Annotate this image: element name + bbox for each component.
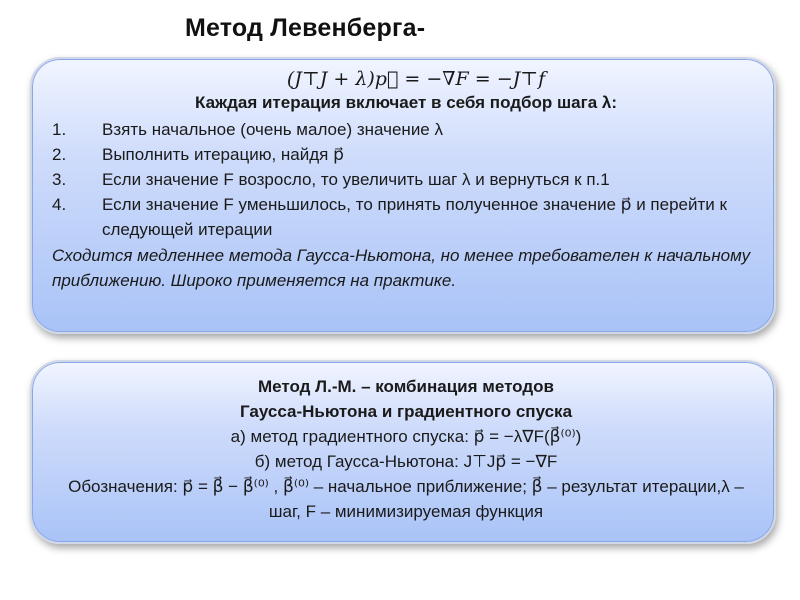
list-item [52,117,760,142]
slide-title: Метод Левенберга- [185,14,426,42]
iteration-heading: Каждая итерация включает в себя подбор шага λ: [194,93,618,112]
lm-equation: (J⊤J + λ)p⃗ = −∇F = −J⊤f [286,68,546,90]
step-text: Если значение F уменьшилось, то принять полученное значение p⃗ и перейти к следующей итерации [102,195,727,239]
step-text: Выполнить итерацию, найдя p⃗ [102,145,344,164]
steps-list [52,117,760,242]
combination-box [30,360,776,544]
notation-text: Обозначения: p⃗ = β⃗ − β⃗⁽⁰⁾ , β⃗⁽⁰⁾ – начальное приближение; β⃗ – результат итерации,λ – шаг, F – минимизируемая функция [68,477,744,521]
step-number: 4. [52,195,67,214]
step-number: 1. [52,120,67,139]
step-number: 2. [52,145,67,164]
gauss-newton-line: б) метод Гаусса-Ньютона: J⊤Jp⃗ = −∇F [254,452,558,471]
step-number: 3. [52,170,67,189]
list-item [52,142,760,167]
step-text: Если значение F возросло, то увеличить шаг λ и вернуться к п.1 [102,170,610,189]
convergence-note: Сходится медленнее метода Гаусса-Ньютона, но менее требователен к начальному приближению. Широко применяется на практике. [52,246,751,290]
combination-heading-2: Гаусса-Ньютона и градиентного спуска [239,402,573,421]
gradient-descent-line: а) метод градиентного спуска: p⃗ = −λ∇F(β⃗⁽⁰⁾) [230,427,582,446]
list-item [52,192,760,242]
step-text: Взять начальное (очень малое) значение λ [102,120,443,139]
combination-heading-1: Метод Л.-М. – комбинация методов [258,377,554,396]
algorithm-box [30,57,776,334]
list-item [52,167,760,192]
